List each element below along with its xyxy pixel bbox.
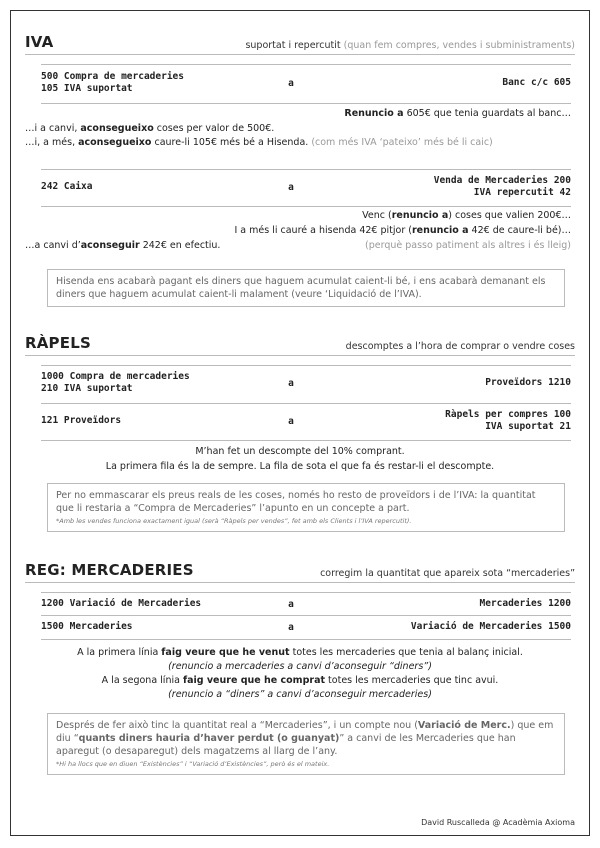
divider [41, 206, 571, 207]
divider [41, 365, 571, 366]
rappels-note-text: Per no emmascarar els preus reals de les coses, només ho resto de proveïdors i de l’IVA: la quantitat que li restaria a “Compra de Mercaderies” l’apunto en un concepte a part. [56, 490, 536, 514]
text: 242€ en efectiu. [139, 240, 221, 251]
divider [41, 639, 571, 640]
text: Després de fer això tinc la quantitat real a “Mercaderies”, i un compte nou ( [56, 720, 418, 731]
regmerc-explain-3 [25, 675, 575, 688]
text: ) que em diu “ [56, 720, 554, 744]
iva-subtitle-note: (quan fem compres, vendes i subministraments) [343, 40, 575, 51]
rappels-explain-1: M’han fet un descompte del 10% comprant. [195, 446, 405, 457]
regmerc-entry-1 [41, 596, 571, 612]
regmerc-entry-2-debit: 1500 Mercaderies [41, 621, 133, 632]
text: coses per valor de 500€. [153, 123, 275, 134]
bold-text: renuncio a [391, 210, 449, 221]
regmerc-explain-1 [25, 647, 575, 660]
divider [41, 592, 571, 593]
iva-subtitle [245, 40, 575, 51]
text: 605€ que tenia guardats al banc… [403, 108, 571, 119]
iva-entry-2-a: a [288, 181, 294, 193]
rappels-entry-2 [41, 407, 571, 435]
regmerc-entry-1-credit: Mercaderies 1200 [479, 598, 571, 609]
regmerc-entry-2-a: a [288, 621, 294, 633]
rappels-note-footnote: *Amb les vendes funciona exactament igual (serà “Ràpels per vendes”, fet amb els Clients i l’IVA repercutit). [56, 517, 412, 525]
iva-explain-1-line-3 [25, 137, 493, 150]
text: ) coses que valien 200€… [448, 210, 571, 221]
bold-text: aconsegueixo [78, 137, 152, 148]
text: …i, a més, [25, 137, 79, 148]
bold-text: aconseguir [80, 240, 140, 251]
iva-entry-2-credit-1: Venda de Mercaderies 200 [433, 175, 571, 186]
divider [41, 169, 571, 170]
iva-title: IVA [25, 33, 54, 51]
iva-explain-2-gray-note: (perquè passo patiment als altres i és lleig) [365, 240, 571, 251]
rappels-entry-1-credit-1: Proveïdors 1210 [485, 377, 571, 388]
bold-text: Renuncio a [344, 108, 404, 119]
text: totes les mercaderies que tinc avui. [325, 675, 499, 686]
footer-credit: David Ruscalleda @ Acadèmia Axioma [421, 818, 575, 827]
text: 42€ de caure-li bé)… [468, 225, 571, 236]
rappels-entry-1-debit-1: 1000 Compra de mercaderies [41, 371, 190, 382]
rappels-subtitle: descomptes a l’hora de comprar o vendre coses [345, 341, 575, 352]
iva-explain-1-line-2 [25, 123, 274, 136]
text: …a canvi d’ [25, 240, 81, 251]
iva-entry-2 [41, 173, 571, 201]
text: Venc ( [362, 210, 392, 221]
regmerc-note-box [47, 713, 565, 775]
divider [41, 403, 571, 404]
rappels-title: RÀPELS [25, 334, 91, 352]
text: caure-li 105€ més bé a Hisenda. [151, 137, 309, 148]
iva-explain-2-line-3 [25, 240, 220, 253]
rappels-entry-2-credit-2: IVA suportat 21 [485, 421, 571, 432]
iva-explain-2-line-2 [234, 225, 571, 238]
regmerc-entry-2-credit: Variació de Mercaderies 1500 [410, 621, 571, 632]
iva-entry-2-debit-1: 242 Caixa [41, 181, 93, 192]
regmerc-title: REG: MERCADERIES [25, 561, 194, 579]
iva-note-box: Hisenda ens acabarà pagant els diners que haguem acumulat caient-li bé, i ens acabarà demanant els diners que haguem acumulat caient-li malament (veure ‘Liquidació de l’IVA). [47, 269, 565, 307]
regmerc-entry-2 [41, 619, 571, 635]
rappels-entry-1 [41, 369, 571, 397]
bold-text: aconsegueixo [80, 123, 154, 134]
rappels-note-box [47, 483, 565, 532]
iva-entry-1-debit-1: 500 Compra de mercaderies [41, 71, 184, 82]
rappels-entry-1-debit-2: 210 IVA suportat [41, 383, 133, 394]
text: …i a canvi, [25, 123, 81, 134]
iva-entry-1 [41, 69, 571, 97]
divider [41, 440, 571, 441]
regmerc-section-header [25, 561, 575, 583]
divider [41, 64, 571, 65]
divider [41, 615, 571, 616]
regmerc-explain-2: (renuncio a mercaderies a canvi d’aconseguir “diners”) [168, 661, 432, 672]
iva-explain-2-line-1 [362, 210, 571, 223]
bold-text: faig veure que he venut [161, 647, 290, 658]
iva-entry-1-debit-2: 105 IVA suportat [41, 83, 133, 94]
bold-text: faig veure que he comprat [182, 675, 326, 686]
text: A la segona línia [101, 675, 183, 686]
regmerc-subtitle: corregim la quantitat que apareix sota “mercaderies” [320, 568, 575, 579]
rappels-entry-2-a: a [288, 415, 294, 427]
rappels-entry-2-credit-1: Ràpels per compres 100 [445, 409, 571, 420]
iva-explain-1-line-1 [344, 108, 571, 121]
divider [41, 103, 571, 104]
iva-entry-1-credit-1: Banc c/c 605 [502, 77, 571, 88]
iva-entry-2-credit-2: IVA repercutit 42 [473, 187, 571, 198]
iva-entry-1-a: a [288, 77, 294, 89]
regmerc-note-footnote: *Hi ha llocs que en diuen “Existències” i “Variació d’Existències”, però és el mateix. [56, 760, 330, 768]
page [10, 10, 590, 836]
gray-note: (com més IVA ‘pateixo’ més bé li caic) [308, 137, 493, 148]
bold-text: Variació de Merc. [417, 720, 511, 731]
regmerc-note-text [56, 719, 556, 758]
regmerc-entry-1-a: a [288, 598, 294, 610]
rappels-entry-2-debit-1: 121 Proveïdors [41, 415, 122, 426]
text: totes les mercaderies que tenia al balanç inicial. [289, 647, 523, 658]
rappels-entry-1-a: a [288, 377, 294, 389]
text: ” a canvi de les Mercaderies que han aparegut (o desaparegut) dels magatzems al llarg de l’any. [56, 733, 516, 757]
bold-text: renuncio a [411, 225, 469, 236]
rappels-explain-2: La primera fila és la de sempre. La fila de sota el que fa és restar-li el descompte. [105, 461, 495, 472]
regmerc-entry-1-debit: 1200 Variació de Mercaderies [41, 598, 202, 609]
rappels-section-header [25, 334, 575, 356]
iva-section-header [25, 33, 575, 55]
regmerc-explain-4: (renuncio a “diners” a canvi d’aconseguir mercaderies) [168, 689, 432, 700]
iva-subtitle-main: suportat i repercutit [245, 40, 341, 51]
text: A la primera línia [77, 647, 162, 658]
bold-text: quants diners hauria d’haver perdut (o guanyat) [78, 733, 340, 744]
text: I a més li cauré a hisenda 42€ pitjor ( [234, 225, 412, 236]
